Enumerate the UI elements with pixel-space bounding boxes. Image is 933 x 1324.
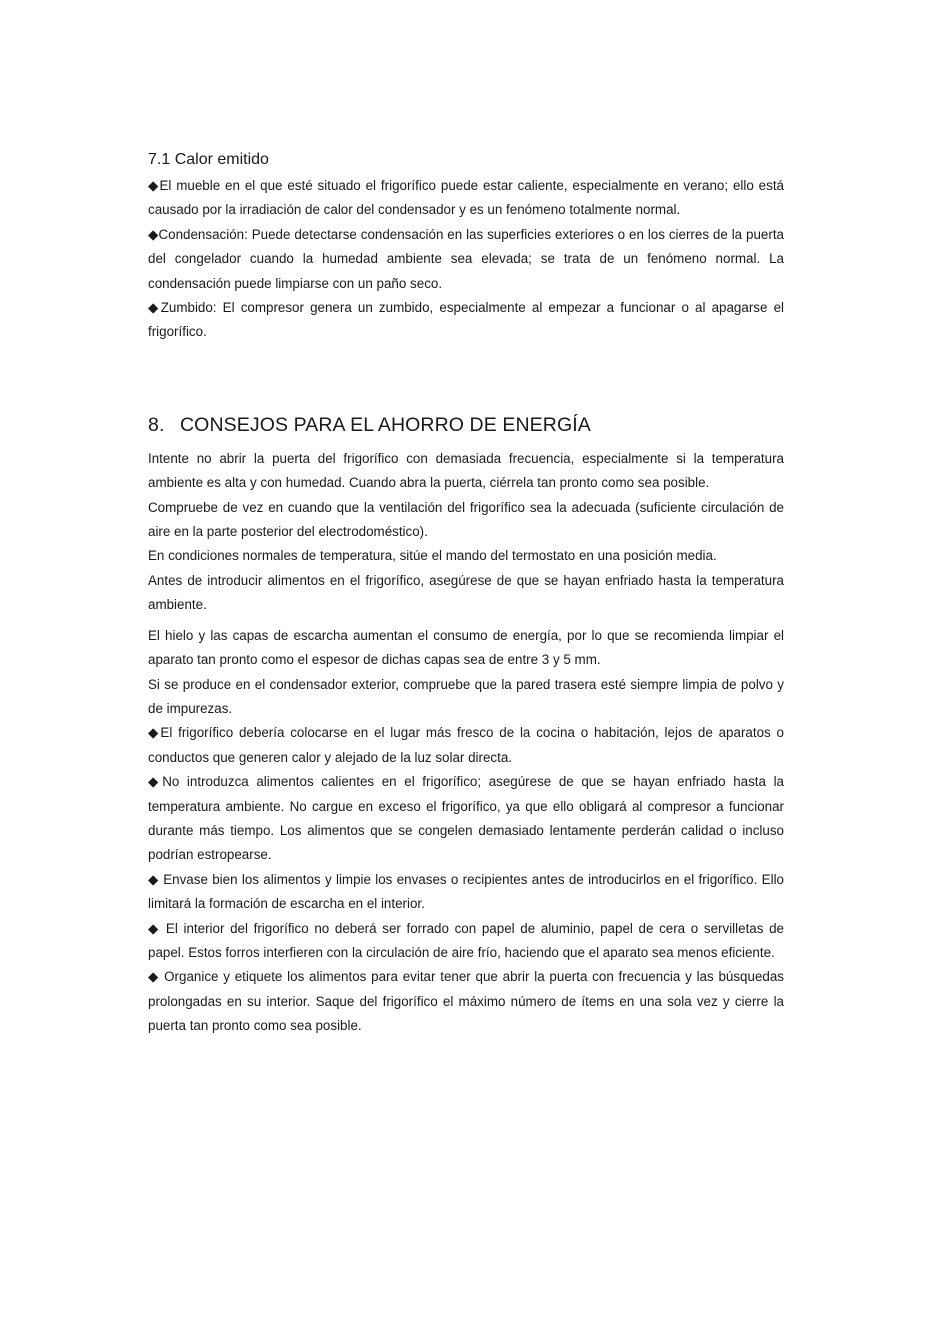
- section-7-1-paragraph: ◆Condensación: Puede detectarse condensación en las superficies exteriores o en los cierres de la puerta del congelador cuando la humedad ambiente sea elevada; se trata de un fenómeno normal. La condensación puede limpiarse con un paño seco.: [148, 226, 784, 291]
- section-8-paragraph: ◆No introduzca alimentos calientes en el frigorífico; asegúrese de que se hayan enfriado hasta la temperatura ambiente. No cargue en exceso el frigorífico, ya que ello obligará al compresor a funcionar durante más tiempo. Los alimentos que se congelen demasiado lentamente perderán calidad o incluso podrían estropearse.: [148, 774, 784, 863]
- section-7-1-paragraph: ◆Zumbido: El compresor genera un zumbido, especialmente al empezar a funcionar o al apagarse el frigorífico.: [148, 300, 784, 340]
- section-8-paragraph: El hielo y las capas de escarcha aumentan el consumo de energía, por lo que se recomienda limpiar el aparato tan pronto como el espesor de dichas capas sea de entre 3 y 5 mm.: [148, 627, 784, 668]
- section-8-paragraph: ◆ Organice y etiquete los alimentos para evitar tener que abrir la puerta con frecuencia y las búsquedas prolongadas en su interior. Saque del frigorífico el máximo número de ítems en una sola vez y cierre la puerta tan pronto como sea posible.: [148, 969, 784, 1034]
- section-8-paragraph: ◆El frigorífico debería colocarse en el lugar más fresco de la cocina o habitación, lejos de aparatos o conductos que generen calor y alejado de la luz solar directa.: [148, 725, 784, 765]
- section-8-paragraph: ◆ El interior del frigorífico no deberá ser forrado con papel de aluminio, papel de cera o servilletas de papel. Estos forros interfieren con la circulación de aire frío, haciendo que el aparato sea menos eficiente.: [148, 920, 784, 960]
- section-7-1-title: 7.1 Calor emitido: [148, 151, 269, 168]
- section-8-paragraph: ◆ Envase bien los alimentos y limpie los envases o recipientes antes de introducirlos en el frigorífico. Ello limitará la formación de escarcha en el interior.: [148, 871, 784, 912]
- section-8-heading: [148, 411, 784, 439]
- section-8-paragraph: Antes de introducir alimentos en el frigorífico, asegúrese de que se hayan enfriado hasta la temperatura ambiente.: [148, 572, 784, 613]
- section-7-1-paragraph: ◆El mueble en el que esté situado el frigorífico puede estar caliente, especialmente en verano; ello está causado por la irradiación de calor del condensador y es un fenómeno totalmente normal.: [148, 178, 784, 218]
- section-8-title: CONSEJOS PARA EL AHORRO DE ENERGÍA: [180, 413, 591, 436]
- section-8-number: 8.: [148, 413, 165, 436]
- section-8-paragraph: En condiciones normales de temperatura, sitúe el mando del termostato en una posición media.: [148, 548, 717, 564]
- document-page: [148, 148, 784, 1039]
- section-8-paragraph: Si se produce en el condensador exterior, compruebe que la pared trasera esté siempre limpia de polvo y de impurezas.: [148, 676, 784, 716]
- section-8-paragraph: Compruebe de vez en cuando que la ventilación del frigorífico sea la adecuada (suficiente circulación de aire en la parte posterior del electrodoméstico).: [148, 499, 784, 540]
- section-8-paragraph: Intente no abrir la puerta del frigorífico con demasiada frecuencia, especialmente si la temperatura ambiente es alta y con humedad. Cuando abra la puerta, ciérrela tan pronto como sea posible.: [148, 450, 784, 491]
